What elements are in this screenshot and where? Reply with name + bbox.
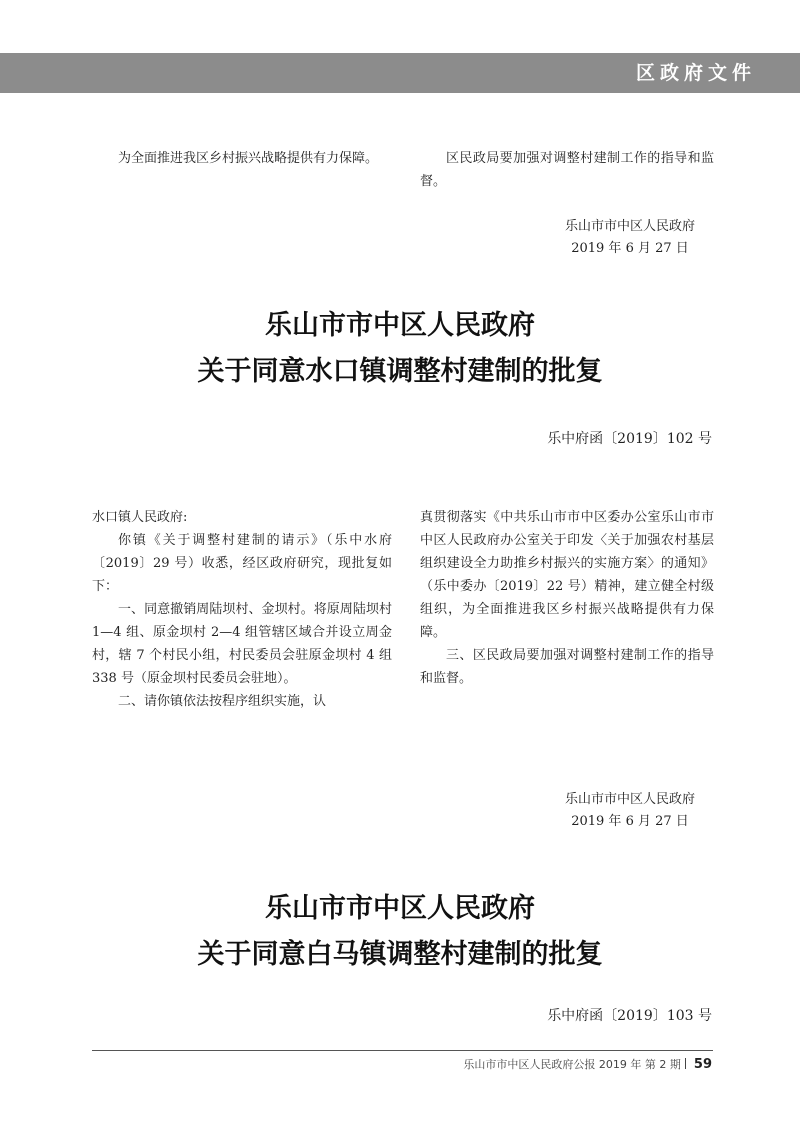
doc-title [0, 886, 800, 978]
doc-title-line2: 关于同意白马镇调整村建制的批复 [197, 939, 603, 970]
signature-date: 2019 年 6 月 27 日 [571, 241, 689, 256]
paragraph: 真贯彻落实《中共乐山市市中区委办公室乐山市市中区人民政府办公室关于印发〈关于加强农村基层组织建设全力助推乡村振兴的实施方案〉的通知》（乐中委办〔2019〕22 号）精神，建立健全村级组织，为全面推进我区乡村振兴战略提供有力保障。 [420, 510, 714, 640]
signature-org: 乐山市市中区人民政府 [564, 792, 695, 807]
doc1-right-column [420, 506, 714, 690]
footer-rule [92, 1050, 713, 1051]
salutation: 水口镇人民政府: [92, 510, 188, 525]
signature-date: 2019 年 6 月 27 日 [571, 814, 689, 829]
paragraph: 二、请你镇依法按程序组织实施，认 [118, 694, 327, 709]
paragraph: 为全面推进我区乡村振兴战略提供有力保障。 [118, 151, 379, 166]
footer [463, 1056, 712, 1072]
section-title: 区政府文件 [635, 62, 756, 84]
paragraph: 一、同意撤销周陆坝村、金坝村。将原周陆坝村 1—4 组、原金坝村 2—4 组管辖区域合并设立周金村，辖 7 个村民小组，村民委员会驻原金坝村 4 组 338 号（原金坝村民委员会驻地）。 [92, 602, 392, 686]
footer-publication: 乐山市市中区人民政府公报 2019 年 第 2 期 [463, 1058, 681, 1071]
top-left-column [92, 147, 392, 170]
top-right-column [420, 147, 714, 193]
paragraph: 区民政局要加强对调整村建制工作的指导和监督。 [420, 151, 714, 189]
paragraph: 你镇《关于调整村建制的请示》（乐中水府〔2019〕29 号）收悉，经区政府研究，现批复如下： [92, 533, 392, 594]
paragraph: 三、区民政局要加强对调整村建制工作的指导和监督。 [420, 648, 714, 686]
doc-title-line1: 乐山市市中区人民政府 [265, 310, 535, 341]
footer-separator [685, 1058, 686, 1069]
signature-block [545, 789, 715, 833]
doc-number: 乐中府函〔2019〕102 号 [547, 431, 712, 447]
doc-title-line1: 乐山市市中区人民政府 [265, 893, 535, 924]
doc-title-line2: 关于同意水口镇调整村建制的批复 [197, 356, 603, 387]
signature-org: 乐山市市中区人民政府 [564, 219, 695, 234]
doc-number: 乐中府函〔2019〕103 号 [547, 1008, 712, 1024]
signature-block [545, 216, 715, 260]
doc-title [0, 303, 800, 395]
header-band [0, 53, 800, 93]
doc1-left-column [92, 506, 392, 713]
page-number: 59 [693, 1057, 712, 1072]
